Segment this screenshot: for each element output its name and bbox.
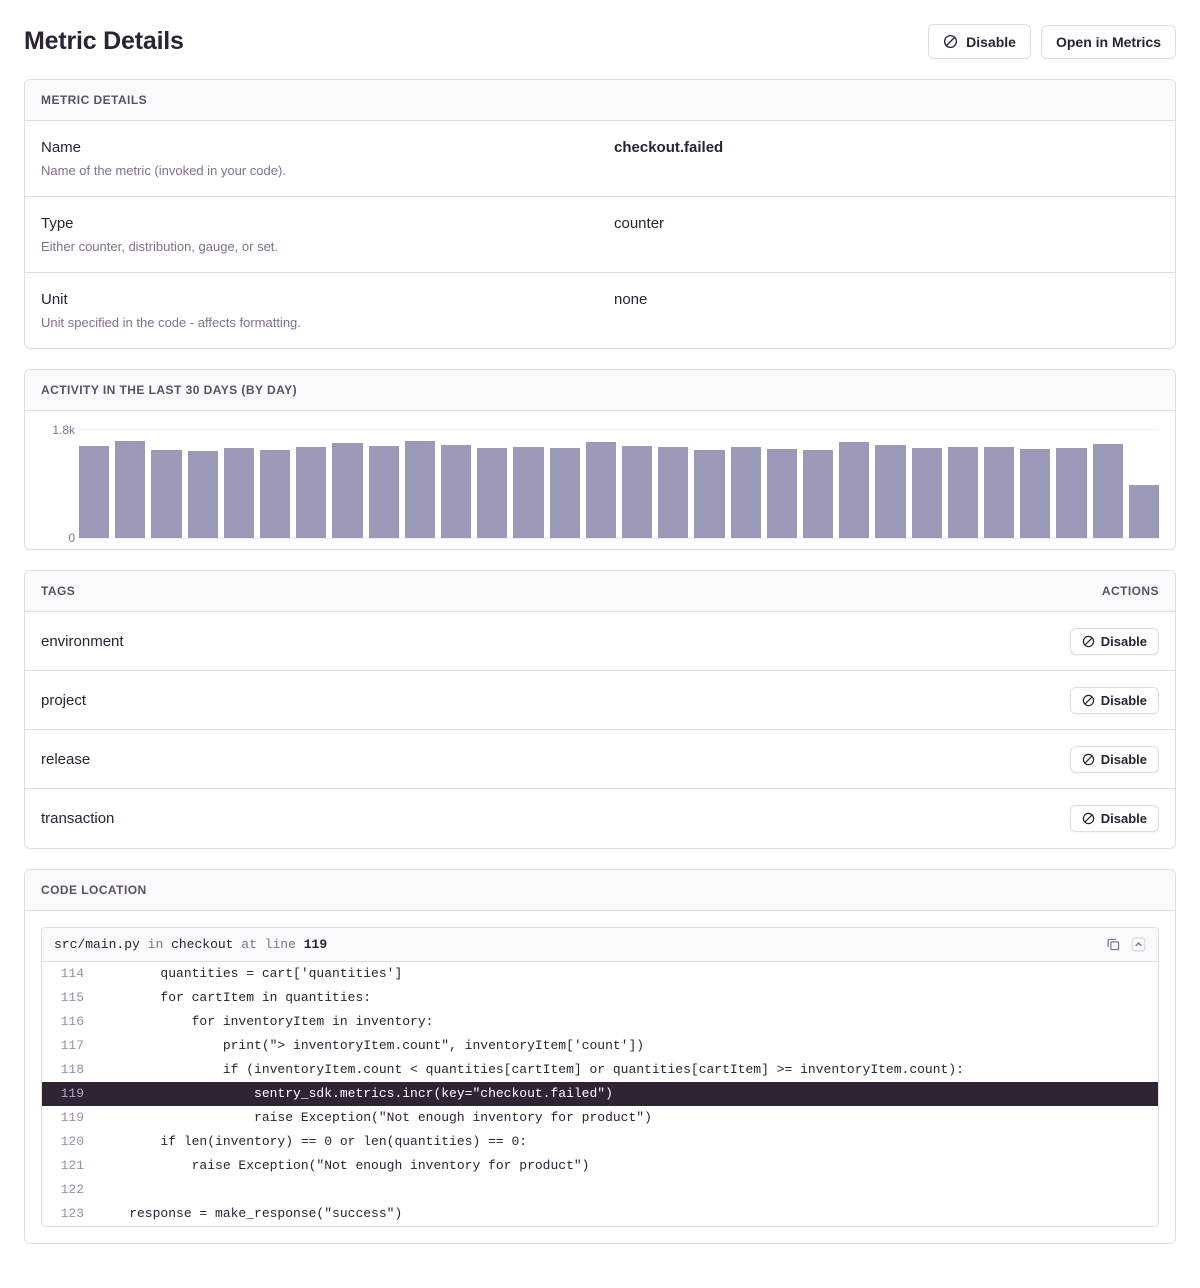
tag-disable-button[interactable]	[1070, 628, 1159, 655]
tag-disable-button[interactable]	[1070, 746, 1159, 773]
code-line-source: print("> inventoryItem.count", inventoryItem['count'])	[98, 1038, 645, 1054]
chart-bar[interactable]	[260, 450, 290, 538]
metric-detail-label-name-text: Name	[41, 139, 82, 156]
tag-disable-label: Disable	[1100, 751, 1147, 767]
tag-disable-label: Disable	[1100, 692, 1147, 708]
chart-bar[interactable]	[151, 450, 181, 538]
code-line	[42, 1034, 1158, 1058]
chart-bar[interactable]	[550, 448, 580, 538]
tag-disable-button[interactable]	[1070, 805, 1159, 832]
chart-bar[interactable]	[586, 442, 616, 538]
disable-metric-button[interactable]	[928, 24, 1031, 59]
chart-bar[interactable]	[767, 449, 797, 539]
code-line	[42, 986, 1158, 1010]
chart-bar[interactable]	[948, 447, 978, 538]
ban-icon	[1082, 694, 1095, 707]
metric-detail-label-unit	[41, 290, 614, 331]
tag-disable-button[interactable]	[1070, 687, 1159, 714]
code-line-no: 115	[60, 990, 84, 1006]
code-line	[42, 1106, 1158, 1130]
activity-panel	[24, 369, 1176, 550]
ban-icon	[1082, 635, 1095, 648]
activity-bar-chart	[52, 423, 1159, 546]
chart-bar[interactable]	[912, 448, 942, 538]
code-line-no: 122	[60, 1182, 84, 1198]
ban-icon	[943, 34, 958, 49]
tag-name: release	[41, 750, 91, 768]
code-block-actions	[1106, 937, 1146, 952]
copy-icon[interactable]	[1106, 937, 1121, 952]
activity-panel-title: ACTIVITY IN THE LAST 30 DAYS (BY DAY)	[41, 383, 298, 398]
chart-bar[interactable]	[803, 450, 833, 538]
tag-name: transaction	[41, 810, 115, 828]
metric-detail-value-name: checkout.failed	[614, 139, 724, 156]
chart-bar[interactable]	[369, 446, 399, 538]
code-line	[42, 1202, 1158, 1226]
code-line-source: response = make_response("success")	[98, 1206, 403, 1222]
tag-disable-label: Disable	[1100, 811, 1147, 827]
code-line-source: for inventoryItem in inventory:	[98, 1014, 434, 1030]
code-line-no: 119	[60, 1086, 84, 1102]
code-line	[42, 1178, 1158, 1202]
chart-bar[interactable]	[622, 446, 652, 539]
code-location-panel-header	[25, 870, 1175, 911]
chart-bar[interactable]	[875, 445, 905, 538]
code-line-no: 120	[60, 1134, 84, 1150]
tag-disable-label: Disable	[1100, 633, 1147, 649]
metric-detail-label-unit-text: Unit	[41, 291, 68, 309]
chart-bar[interactable]	[984, 447, 1014, 538]
tag-row	[25, 730, 1175, 789]
page-header	[24, 20, 1176, 79]
metric-detail-value-unit: none	[614, 291, 648, 309]
metric-details-panel-header	[25, 80, 1175, 121]
code-line-no: 117	[60, 1038, 84, 1054]
chart-bar[interactable]	[332, 443, 362, 538]
chart-bar[interactable]	[839, 442, 869, 538]
chart-bar[interactable]	[115, 441, 145, 538]
code-line	[42, 1154, 1158, 1178]
chart-bar[interactable]	[405, 441, 435, 538]
metric-detail-label-type-text: Type	[41, 215, 74, 233]
code-line-source: if len(inventory) == 0 or len(quantities) == 0:	[98, 1134, 528, 1150]
code-line	[42, 1058, 1158, 1082]
chart-bar[interactable]	[441, 445, 471, 538]
chart-bar[interactable]	[1056, 448, 1086, 538]
activity-chart-wrap	[25, 411, 1175, 549]
code-line-no: 121	[60, 1158, 84, 1174]
ban-icon	[1082, 812, 1095, 825]
chart-y-axis-top-label: 1.8k	[52, 423, 75, 438]
tags-panel	[24, 570, 1176, 849]
code-line-source: for cartItem in quantities:	[98, 990, 372, 1006]
chevron-up-icon[interactable]	[1131, 937, 1146, 952]
code-line-source: raise Exception("Not enough inventory for product")	[98, 1110, 652, 1126]
chart-bar[interactable]	[296, 447, 326, 538]
tags-list	[25, 612, 1175, 848]
code-block-header	[42, 928, 1158, 962]
tag-row	[25, 612, 1175, 671]
code-line-no: 119	[60, 1110, 84, 1126]
chart-bar[interactable]	[658, 447, 688, 538]
code-location-panel-title: CODE LOCATION	[41, 883, 147, 898]
code-line	[42, 962, 1158, 986]
chart-bar[interactable]	[694, 450, 724, 538]
chart-bar[interactable]	[731, 447, 761, 538]
tags-panel-title: TAGS	[41, 584, 76, 599]
chart-y-axis-bottom-label: 0	[68, 531, 75, 546]
metric-detail-row-type	[25, 197, 1175, 273]
metric-details-panel-title: METRIC DETAILS	[41, 93, 148, 107]
code-line-source: sentry_sdk.metrics.incr(key="checkout.failed")	[98, 1086, 613, 1102]
code-lines	[42, 962, 1158, 1226]
open-in-metrics-button[interactable]	[1041, 25, 1176, 59]
metric-detail-label-type	[41, 214, 614, 255]
code-line	[42, 1010, 1158, 1034]
code-line-highlighted	[42, 1082, 1158, 1106]
activity-panel-header	[25, 370, 1175, 411]
chart-bar[interactable]	[188, 451, 218, 538]
tags-actions-title: ACTIONS	[1101, 584, 1159, 599]
tag-name: environment	[41, 632, 124, 650]
chart-bar[interactable]	[513, 447, 543, 538]
code-line-source: raise Exception("Not enough inventory for product")	[98, 1158, 590, 1174]
chart-bar[interactable]	[224, 448, 254, 538]
metric-detail-row-name	[25, 121, 1175, 197]
page-title: Metric Details	[24, 27, 184, 55]
code-line-source: if (inventoryItem.count < quantities[cartItem] or quantities[cartItem] >= inventoryItem.count):	[98, 1062, 964, 1078]
metric-details-panel	[24, 79, 1176, 349]
tags-panel-header	[25, 571, 1175, 612]
code-line	[42, 1130, 1158, 1154]
code-line-no: 118	[60, 1062, 84, 1078]
metric-detail-desc-name: Name of the metric (invoked in your code).	[41, 162, 286, 178]
tag-name: project	[41, 691, 87, 709]
code-line-number: 119	[303, 937, 328, 953]
code-line-no: 123	[60, 1206, 84, 1222]
code-in-word: in	[147, 937, 164, 953]
open-in-metrics-label: Open in Metrics	[1055, 33, 1161, 50]
code-block-location	[54, 937, 327, 952]
ban-icon	[1082, 753, 1095, 766]
metric-detail-value-type: counter	[614, 215, 665, 233]
code-file-name: src/main.py	[54, 937, 140, 953]
metric-detail-desc-type: Either counter, distribution, gauge, or set.	[41, 238, 279, 254]
metric-detail-label-name	[41, 138, 614, 179]
code-location-body	[25, 911, 1175, 1243]
code-function-name: checkout	[171, 937, 234, 953]
chart-bar[interactable]	[1020, 449, 1050, 538]
disable-metric-label: Disable	[966, 33, 1016, 50]
header-actions	[928, 24, 1176, 59]
chart-bar[interactable]	[1129, 485, 1159, 538]
chart-bar[interactable]	[1093, 444, 1123, 538]
tag-row	[25, 789, 1175, 848]
code-line-source: quantities = cart['quantities']	[98, 966, 403, 982]
code-line-no: 114	[60, 966, 84, 982]
chart-bars	[79, 429, 1159, 538]
code-block	[41, 927, 1159, 1227]
tag-row	[25, 671, 1175, 730]
metric-detail-desc-unit: Unit specified in the code - affects formatting.	[41, 314, 301, 330]
code-location-panel	[24, 869, 1176, 1244]
metric-detail-row-unit	[25, 273, 1175, 348]
code-line-no: 116	[60, 1014, 84, 1030]
chart-bar[interactable]	[477, 448, 507, 538]
chart-bar[interactable]	[79, 446, 109, 539]
code-at-word: at line	[241, 937, 296, 953]
